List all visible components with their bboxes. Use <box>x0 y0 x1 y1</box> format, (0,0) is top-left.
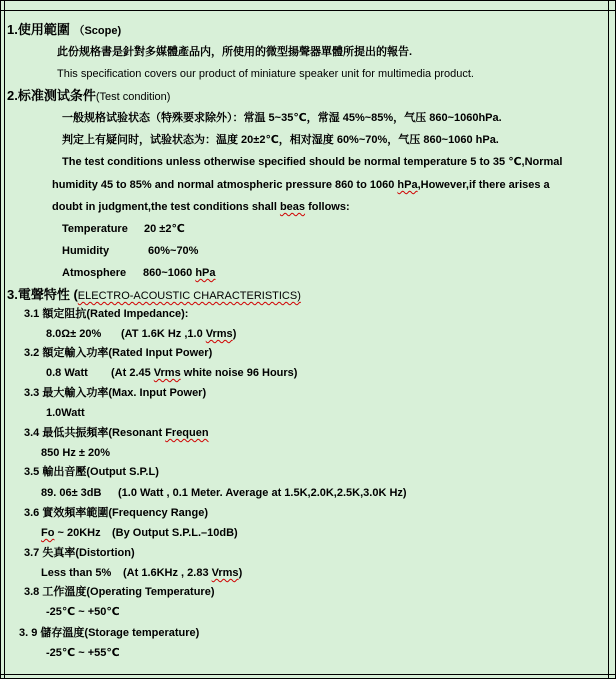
temperature-value: 20 ±2℃ <box>144 223 185 235</box>
humidity-value: 60%~70% <box>148 245 199 257</box>
section-3-title-en: ELECTRO-ACOUSTIC CHARACTERISTICS) <box>77 290 301 302</box>
humidity-label: Humidity <box>62 245 110 257</box>
text-part: doubt in judgment,the test conditions shall <box>52 201 280 213</box>
test-condition-general: 一般规格试验状态（特殊要求除外）：常温 5~35℃，常湿 45%~85%，气压 860~1060hPa. <box>62 112 502 124</box>
frequency-range-note: (By Output S.P.L.–10dB) <box>112 527 238 539</box>
rated-input-power-value: 0.8 Watt <box>46 367 88 379</box>
rated-input-power-title: 3.2 額定輸入功率(Rated Input Power) <box>24 347 213 359</box>
left-border-line <box>4 1 5 678</box>
temperature-label: Temperature <box>62 223 128 235</box>
text-part: beas <box>279 201 306 213</box>
top-border-line <box>1 10 615 11</box>
text-part: (At 2.45 <box>111 367 154 379</box>
test-condition-english-3 <box>52 200 350 214</box>
distortion-title: 3.7 失真率(Distortion) <box>24 547 135 559</box>
text-part: ,However,if there arises a <box>417 179 550 191</box>
max-input-power-value: 1.0Watt <box>46 407 85 419</box>
text-part: ~ 20KHz <box>54 527 101 539</box>
test-condition-english-1: The test conditions unless otherwise specified should be normal temperature 5 to 35 ℃,Normal <box>62 156 563 168</box>
scope-line-chinese: 此份规格書是針對多媒體產品内，所使用的微型揚聲器單體所提出的報告. <box>57 46 413 58</box>
distortion-note <box>123 566 242 580</box>
section-2-title-en: (Test condition) <box>95 91 171 103</box>
operating-temperature-title: 3.8 工作溫度(Operating Temperature) <box>24 586 215 598</box>
text-part: follows: <box>305 201 350 213</box>
section-1-title-en: （Scope) <box>73 25 122 37</box>
text-part: 3.4 最低共振頻率(Resonant <box>24 427 166 439</box>
rated-impedance-note <box>121 327 236 341</box>
text-part: Vrms <box>205 328 233 340</box>
frequency-range-value <box>41 526 101 540</box>
atmosphere-value <box>143 266 216 280</box>
rated-impedance-title: 3.1 額定阻抗(Rated Impedance): <box>24 308 189 320</box>
atmosphere-label: Atmosphere <box>62 267 127 279</box>
right-border-line <box>608 1 609 678</box>
output-spl-value: 89. 06± 3dB <box>41 487 102 499</box>
section-1-title: 1.使用範圍 <box>7 22 70 37</box>
bottom-border-line <box>1 674 615 675</box>
frequency-range-title: 3.6 實效頻率範圍(Frequency Range) <box>24 507 208 519</box>
text-part: Fo <box>41 527 55 539</box>
scope-line-english: This specification covers our product of miniature speaker unit for multimedia product. <box>57 68 474 80</box>
storage-temperature-value: -25℃ ~ +55℃ <box>46 647 120 659</box>
rated-input-power-note <box>111 366 297 380</box>
output-spl-title: 3.5 輸出音壓(Output S.P.L) <box>24 466 159 478</box>
section-3-title: 3.電聲特性 ( <box>7 287 78 302</box>
section-2-title: 2.标准测试条件 <box>7 88 96 103</box>
section-1-heading <box>7 22 121 39</box>
text-part: hPa <box>195 267 216 279</box>
text-part: Vrms <box>153 367 181 379</box>
section-3-heading <box>7 287 301 304</box>
text-part: (At 1.6KHz , 2.83 <box>123 567 212 579</box>
text-part: Vrms <box>211 567 239 579</box>
text-part: (AT 1.6K Hz ,1.0 <box>121 328 206 340</box>
section-2-heading <box>7 88 170 105</box>
distortion-value: Less than 5% <box>41 567 112 579</box>
resonant-frequency-value: 850 Hz ± 20% <box>41 447 111 459</box>
text-part: white noise 96 Hours) <box>180 367 298 379</box>
output-spl-note: (1.0 Watt , 0.1 Meter. Average at 1.5K,2.0K,2.5K,3.0K Hz) <box>118 487 407 499</box>
test-condition-judgment: 判定上有疑问时，试验状态为：温度 20±2℃，相对湿度 60%~70%，气压 860~1060 hPa. <box>62 134 499 146</box>
text-part: ) <box>232 328 237 340</box>
text-part: 860~1060 <box>143 267 196 279</box>
resonant-frequency-title <box>24 426 209 440</box>
rated-impedance-value: 8.0Ω± 20% <box>46 328 102 340</box>
storage-temperature-title: 3. 9 儲存溫度(Storage temperature) <box>19 627 200 639</box>
text-part: hPa <box>397 179 418 191</box>
text-part: humidity 45 to 85% and normal atmospheric pressure 860 to 1060 <box>52 179 398 191</box>
text-part: ) <box>238 567 243 579</box>
text-part: Frequen <box>165 427 209 439</box>
max-input-power-title: 3.3 最大輸入功率(Max. Input Power) <box>24 387 207 399</box>
test-condition-english-2 <box>52 178 550 192</box>
operating-temperature-value: -25℃ ~ +50℃ <box>46 606 120 618</box>
